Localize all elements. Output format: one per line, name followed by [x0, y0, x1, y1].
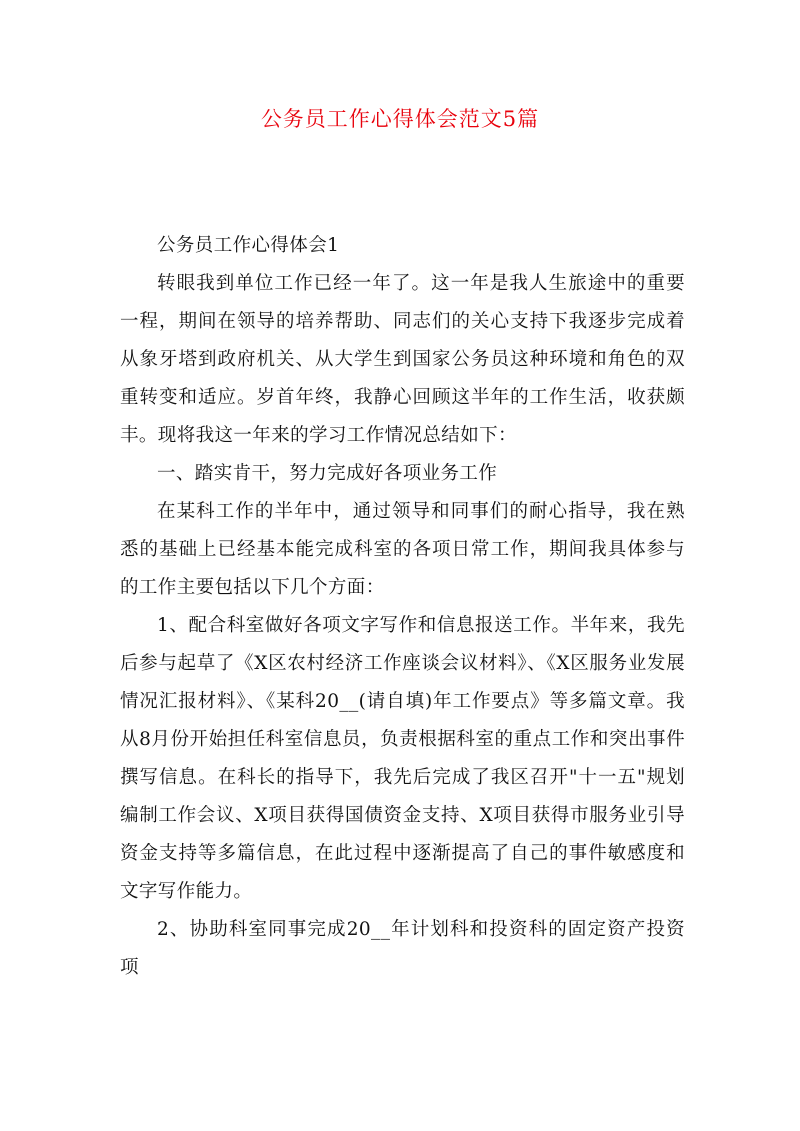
subsection-heading: 一、踏实肯干，努力完成好各项业务工作 [157, 463, 498, 484]
section-heading: 公务员工作心得体会1 [157, 235, 340, 256]
paragraph: 2、协助科室同事完成20__年计划科和投资科的固定资产投资项 [120, 919, 685, 978]
paragraph: 在某科工作的半年中，通过领导和同事们的耐心指导，我在熟悉的基础上已经基本能完成科室的各项日常工作，期间我具体参与的工作主要包括以下几个方面： [120, 501, 685, 598]
document-title: 公务员工作心得体会范文5篇 [260, 107, 540, 131]
paragraph: 1、配合科室做好各项文字写作和信息报送工作。半年来，我先后参与起草了《X区农村经济工作座谈会议材料》、《X区服务业发展情况汇报材料》、《某科20__(请自填)年工作要点》等多篇文章。我从8月份开始担任科室信息员，负责根据科室的重点工作和突出事件撰写信息。在科长的指导下，我先后完成了我区召开"十一五"规划编制工作会议、X项目获得国债资金支持、X项目获得市服务业引导资金支持等多篇信息，在此过程中逐渐提高了自己的事件敏感度和文字写作能力。 [120, 615, 685, 902]
paragraph: 转眼我到单位工作已经一年了。这一年是我人生旅途中的重要一程，期间在领导的培养帮助、同志们的关心支持下我逐步完成着从象牙塔到政府机关、从大学生到国家公务员这种环境和角色的双重转变和适应。岁首年终，我静心回顾这半年的工作生活，收获颇丰。现将我这一年来的学习工作情况总结如下： [120, 273, 685, 446]
document-body [120, 227, 685, 987]
